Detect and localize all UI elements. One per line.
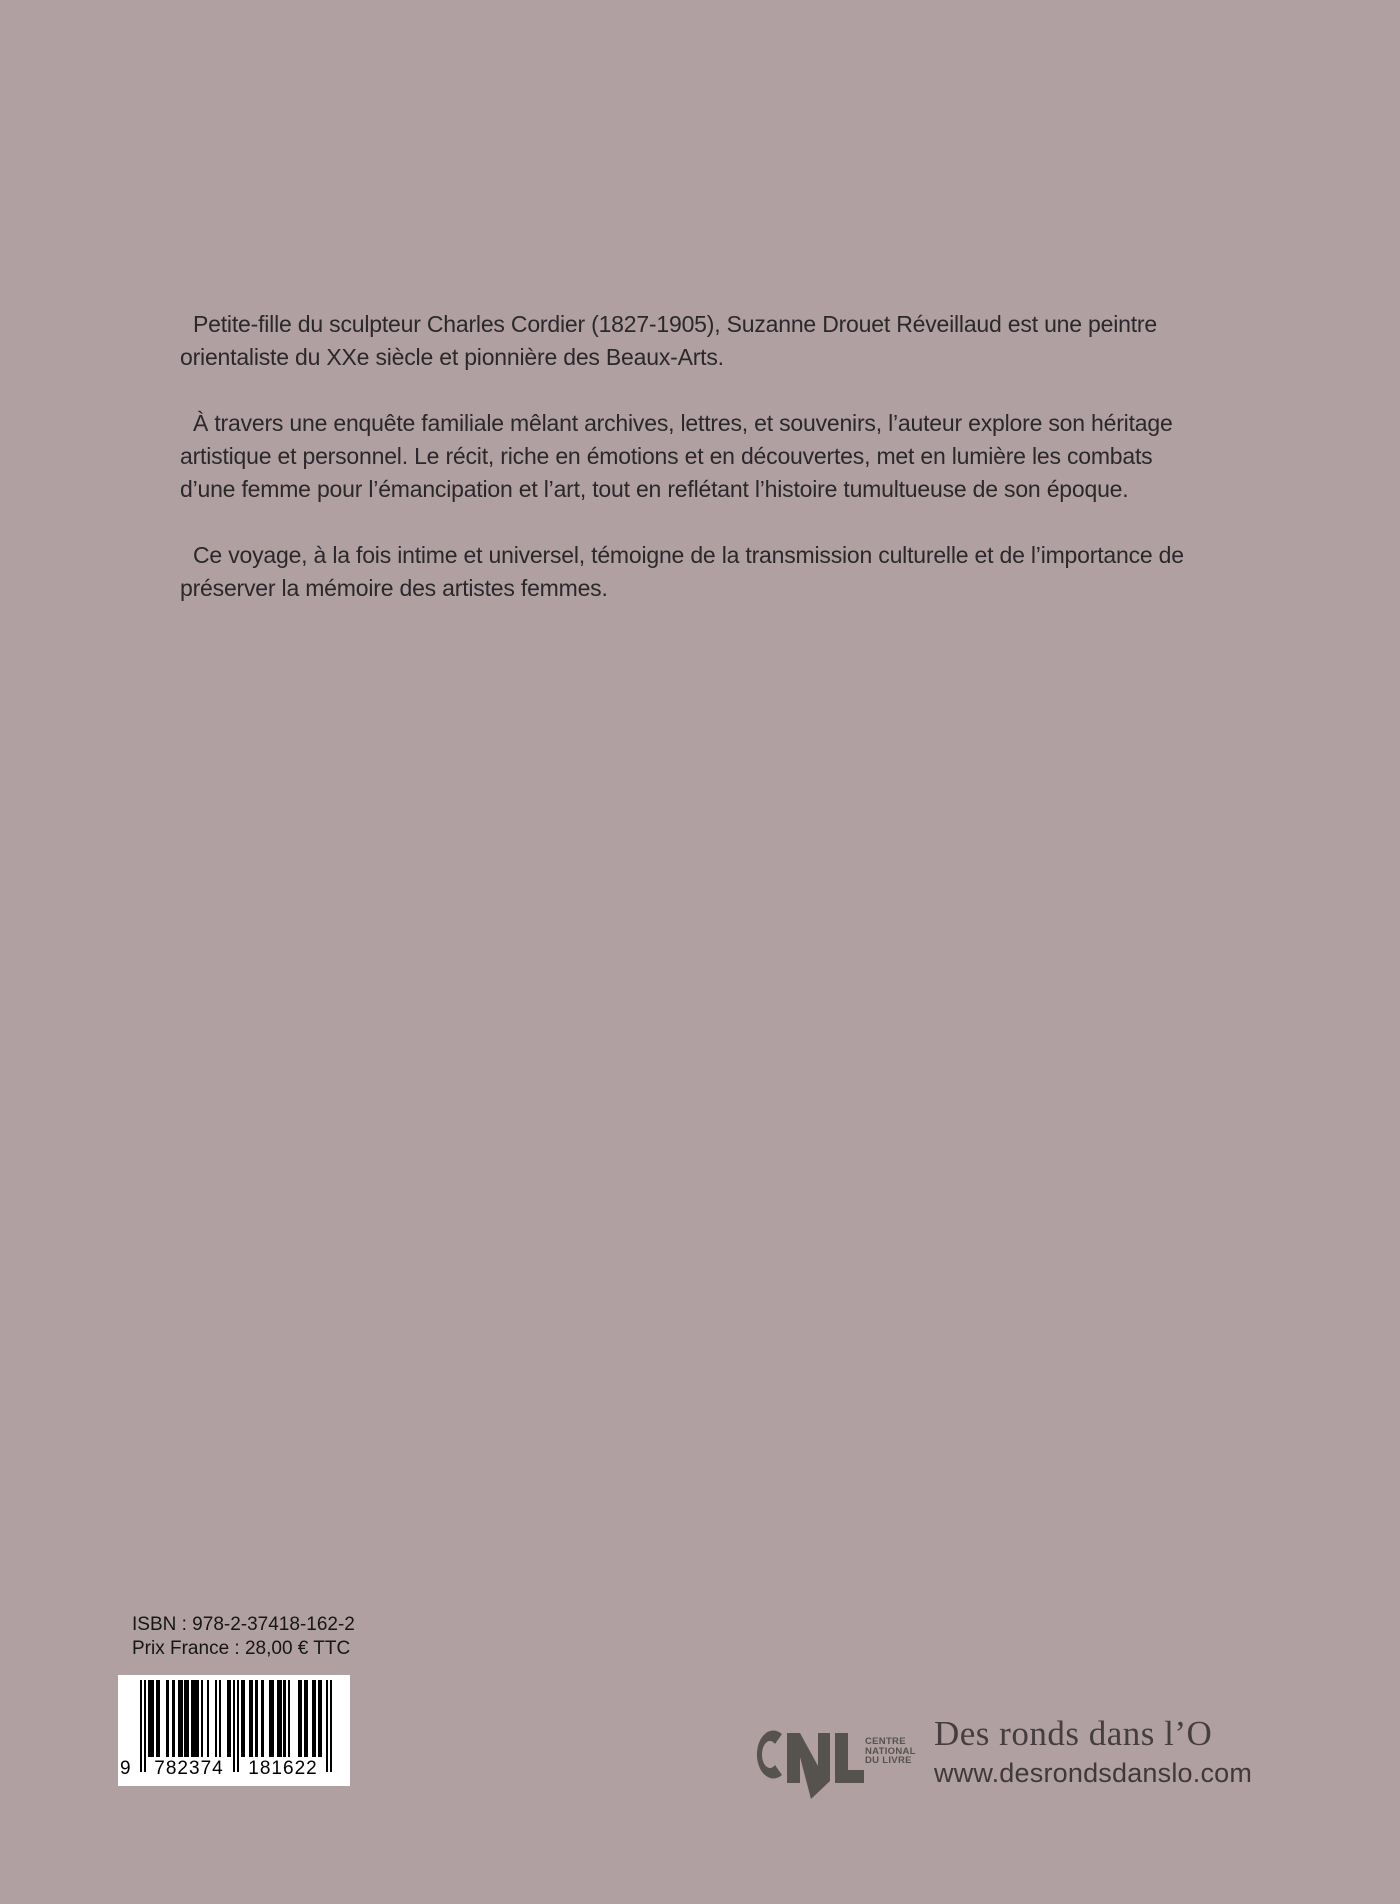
publisher-name: Des ronds dans l’O bbox=[934, 1714, 1213, 1753]
price-label: Prix France : 28,00 € TTC bbox=[132, 1638, 351, 1659]
barcode-bar bbox=[140, 1680, 142, 1772]
cnl-text-line: DU LIVRE bbox=[865, 1755, 912, 1766]
paragraph-2 bbox=[180, 407, 1250, 506]
cnl-text-line: NATIONAL bbox=[865, 1745, 916, 1757]
cnl-letter-c bbox=[757, 1731, 782, 1779]
barcode-bar bbox=[148, 1680, 154, 1757]
text-line: préserver la mémoire des artistes femmes. bbox=[180, 575, 608, 601]
barcode-bar bbox=[184, 1680, 188, 1757]
isbn-label: ISBN : 978-2-37418-162-2 bbox=[132, 1614, 355, 1635]
text-line: Ce voyage, à la fois intime et universel, témoigne de la transmission culturelle et de l’importance de bbox=[193, 542, 1184, 568]
text-line: orientaliste du XXe siècle et pionnière des Beaux-Arts. bbox=[180, 344, 724, 370]
barcode-bar bbox=[277, 1680, 281, 1757]
barcode-bar bbox=[312, 1680, 316, 1757]
barcode-bar bbox=[330, 1680, 332, 1772]
cnl-logo-icon bbox=[752, 1726, 866, 1801]
barcode bbox=[118, 1675, 350, 1786]
cnl-letter-n bbox=[787, 1733, 830, 1799]
barcode-bar bbox=[241, 1680, 245, 1757]
barcode-bar bbox=[178, 1680, 182, 1757]
description-text-block bbox=[180, 308, 1250, 638]
barcode-bar bbox=[237, 1680, 239, 1772]
barcode-bar bbox=[261, 1680, 263, 1757]
barcode-bar bbox=[288, 1680, 290, 1757]
cnl-wordmark bbox=[865, 1737, 916, 1766]
text-line: artistique et personnel. Le récit, riche en émotions et en découvertes, met en lumière les combats bbox=[180, 443, 1153, 469]
barcode-bar bbox=[249, 1680, 253, 1757]
text-line: À travers une enquête familiale mêlant archives, lettres, et souvenirs, l’auteur explore son héritage bbox=[193, 410, 1173, 436]
barcode-bar bbox=[172, 1680, 174, 1757]
barcode-bar bbox=[227, 1680, 231, 1757]
barcode-bar bbox=[166, 1680, 168, 1757]
cnl-letter-l bbox=[835, 1733, 864, 1783]
paragraph-1 bbox=[180, 308, 1250, 374]
barcode-bar bbox=[269, 1680, 273, 1757]
cnl-text-line: CENTRE bbox=[865, 1736, 906, 1747]
barcode-bar bbox=[215, 1680, 217, 1757]
barcode-digits-right: 181622 bbox=[248, 1758, 318, 1779]
barcode-bar bbox=[298, 1680, 302, 1757]
barcode-bar bbox=[233, 1680, 235, 1772]
barcode-bar bbox=[283, 1680, 285, 1757]
barcode-bar bbox=[207, 1680, 209, 1757]
text-line: Petite-fille du sculpteur Charles Cordier (1827-1905), Suzanne Drouet Réveillaud est une peintre bbox=[193, 311, 1157, 337]
barcode-bar bbox=[219, 1680, 221, 1757]
barcode-bar bbox=[255, 1680, 257, 1757]
text-line: d’une femme pour l’émancipation et l’art, tout en reflétant l’histoire tumultueuse de son époque. bbox=[180, 476, 1129, 502]
barcode-bar bbox=[191, 1680, 199, 1757]
barcode-digit-first: 9 bbox=[120, 1758, 131, 1779]
barcode-bar bbox=[304, 1680, 308, 1757]
barcode-digits-left: 782374 bbox=[154, 1758, 224, 1779]
barcode-bar bbox=[318, 1680, 322, 1757]
paragraph-3 bbox=[180, 539, 1250, 605]
isbn-price-block bbox=[132, 1613, 355, 1661]
barcode-bar bbox=[326, 1680, 328, 1772]
barcode-bar bbox=[156, 1680, 160, 1757]
barcode-bar bbox=[201, 1680, 203, 1757]
publisher-website: www.desrondsdanslo.com bbox=[934, 1758, 1253, 1788]
cnl-logo bbox=[752, 1726, 927, 1804]
